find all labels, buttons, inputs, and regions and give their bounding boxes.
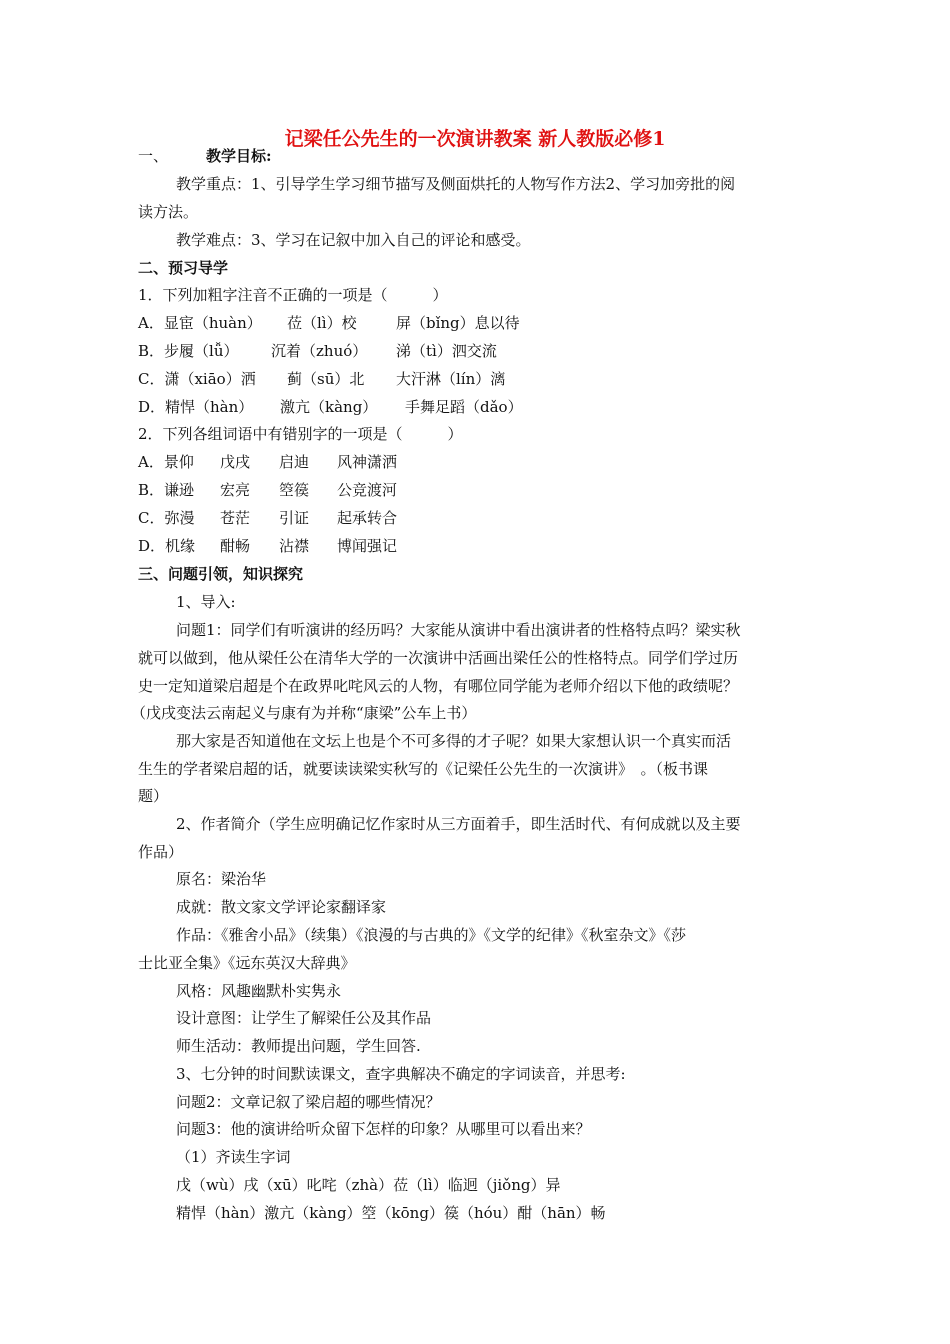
goal-key-line-2: 读方法。 [138,203,199,221]
option-item: 戊戌 [220,453,251,471]
teacher-student-activity: 师生活动：教师提出问题，学生回答. [176,1037,421,1055]
q1-option-d [138,397,523,417]
paragraph-1-line: 史一定知道梁启超是个在政界叱咤风云的人物，有哪位同学能为老师介绍以下他的政绩呢？ [138,677,739,695]
section-2-heading: 二、预习导学 [138,259,229,277]
option-item: 公竞渡河 [337,481,398,499]
author-original-name: 原名：梁治华 [176,870,267,888]
silent-reading-task: 3、七分钟的时间默读课文，查字典解决不确定的字词读音，并思考: [176,1065,626,1083]
option-item: 蓟（sū）北 [287,370,365,388]
paragraph-1-line: 问题1：同学们有听演讲的经历吗？大家能从演讲中看出演讲者的性格特点吗？梁实秋 [176,621,741,639]
question-item: 问题2：文章记叙了梁启超的哪些情况？ [176,1093,441,1111]
option-item: 激亢（kàng） [280,398,378,416]
paragraph-2-line: 生生的学者梁启超的话，就要读读梁实秋写的《记梁任公先生的一次演讲》 。（板书课 [138,760,709,778]
option-item: D．机缘 [138,537,196,555]
option-item: 沾襟 [279,537,310,555]
question-2: 2．下列各组词语中有错别字的一项是（ ） [138,425,463,443]
q1-option-a [138,313,520,333]
author-works-line: 作品：《雅舍小品》（续集）《浪漫的与古典的》《文学的纪律》《秋室杂文》《莎 [176,926,687,944]
q2-option-b [138,480,397,500]
paragraph-1-line: （戊戌变法云南起义与康有为并称“康梁”公车上书） [131,704,477,722]
section-3-heading: 三、问题引领，知识探究 [138,565,304,583]
option-item: 手舞足蹈（dǎo） [405,398,523,416]
option-item: 涕（tì）泗交流 [396,342,497,360]
goal-key-line-1: 教学重点：1、引导学生学习细节描写及侧面烘托的人物写作方法2、学习加旁批的阅 [176,175,736,193]
section-1-title: 教学目标: [206,147,272,165]
option-item: 起承转合 [337,509,398,527]
q2-option-a [138,452,397,472]
option-item: 引证 [279,509,310,527]
option-item: B．步履（lǚ） [138,342,239,360]
question-1: 1．下列加粗字注音不正确的一项是（ ） [138,286,448,304]
option-item: B．谦逊 [138,481,195,499]
author-achievement: 成就：散文家文学评论家翻译家 [176,898,387,916]
option-item: C．弥漫 [138,509,195,527]
option-item: 沉着（zhuó） [271,342,368,360]
q1-option-c [138,369,505,389]
option-item: 箜篌 [279,481,310,499]
author-works-line: 士比亚全集》《远东英汉大辞典》 [138,954,356,972]
section-1-number: 一、 [138,147,169,165]
option-item: 风神潇洒 [337,453,398,471]
option-item: 大汗淋（lín）漓 [396,370,506,388]
option-item: 宏亮 [220,481,251,499]
paragraph-1-line: 就可以做到，他从梁任公在清华大学的一次演讲中活画出梁任公的性格特点。同学们学过历 [138,649,739,667]
option-item: A．景仰 [138,453,194,471]
option-item: 启迪 [279,453,310,471]
author-style: 风格：风趣幽默朴实隽永 [176,982,342,1000]
option-item: A．显宦（huàn） [138,314,262,332]
option-item: C．潇（xiāo）洒 [138,370,256,388]
read-aloud-label: （1）齐读生字词 [176,1148,291,1166]
option-item: 屏（bǐng）息以待 [396,314,520,332]
document-title: 记梁任公先生的一次演讲教案 新人教版必修1 [284,128,666,150]
pronunciation-line: 精悍（hàn）激亢（kàng）箜（kōng）篌（hóu）酣（hān）畅 [176,1204,606,1222]
option-item: 博闻强记 [337,537,398,555]
paragraph-3-line: 2、作者简介（学生应明确记忆作家时从三方面着手，即生活时代、有何成就以及主要 [176,815,741,833]
design-intent: 设计意图：让学生了解梁任公及其作品 [176,1009,432,1027]
option-item: 莅（lì）校 [287,314,357,332]
paragraph-2-line: 题） [138,787,169,805]
q1-option-b [138,341,497,361]
paragraph-3-line: 作品） [138,843,184,861]
option-item: D．精悍（hàn） [138,398,254,416]
intro-label: 1、导入: [176,593,236,611]
option-item: 酣畅 [220,537,251,555]
q2-option-d [138,536,397,556]
paragraph-2-line: 那大家是否知道他在文坛上也是个不可多得的才子呢？如果大家想认识一个真实而活 [176,732,732,750]
goal-difficulty: 教学难点：3、学习在记叙中加入自己的评论和感受。 [176,231,531,249]
pronunciation-line: 戊（wù）戌（xū）叱咤（zhà）莅（lì）临迥（jiǒng）异 [176,1176,561,1194]
section-1-heading [138,146,272,166]
question-item: 问题3：他的演讲给听众留下怎样的印象？从哪里可以看出来？ [176,1120,591,1138]
option-item: 苍茫 [220,509,251,527]
q2-option-c [138,508,397,528]
